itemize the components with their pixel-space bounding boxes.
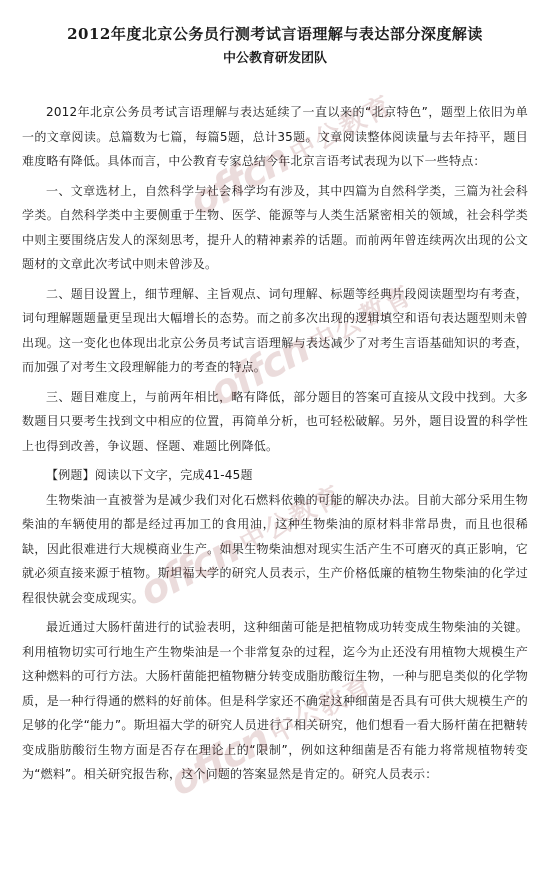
watermark-text: 中公教育 bbox=[264, 669, 378, 749]
point-three-paragraph: 三、题目难度上，与前两年相比，略有降低，部分题目的答案可直接从文段中找到。大多数题目只要考生找到文中相应的位置，再简单分析，也可轻松破解。另外，题目设置的科学性上也得到改善，争议题、怪题、难题比例降低。 bbox=[22, 389, 528, 453]
offcn-logo-icon: offcn bbox=[182, 135, 297, 226]
example-passage-paragraph: 最近通过大肠杆菌进行的试验表明，这种细菌可能是把植物成功转变成生物柴油的关键。利用植物切实可行地生产生物柴油是一个非常复杂的过程，迄今为止还没有用植物大规模生产这种燃料的可行方法。大肠杆菌能把植物糖分转变成脂肪酸衍生物，一种与肥皂类似的化学物质，是一种行得通的燃料的好前体。但是科学家还不确定这种细菌是否具有可供大规模生产的足够的化学“能力”。斯坦福大学的研究人员进行了相关研究，他们想看一看大肠杆菌在把糖转变成脂肪酸衍生物方面是否存在理论上的“限制”，例如这种细菌是否有能力将常规植物转变为“燃料”。相关研究报告称，这个问题的答案显然是肯定的。研究人员表示： bbox=[22, 620, 528, 781]
point-one-paragraph: 一、文章选材上，自然科学与社会科学均有涉及，其中四篇为自然科学类，三篇为社会科学类。自然科学类中主要侧重于生物、医学、能源等与人类生活紧密相关的领域，社会科学类中则主要围绕店发人的深刻思考，提升人的精神素养的话题。而前两年曾连续两次出现的公文题材的文章此次考试中则未曾涉及。 bbox=[22, 183, 528, 271]
document-title: 2012年度北京公务员行测考试言语理解与表达部分深度解读 bbox=[67, 25, 483, 43]
offcn-logo-icon: offcn bbox=[202, 325, 317, 416]
watermark-text: 中公教育 bbox=[234, 479, 348, 559]
example-label: 【例题】阅读以下文字，完成41-45题 bbox=[46, 468, 253, 482]
offcn-logo-icon: offcn bbox=[132, 525, 247, 616]
watermark-text: 中公教育 bbox=[284, 89, 398, 169]
watermark-text: 中公教育 bbox=[304, 279, 418, 359]
example-passage-paragraph: 生物柴油一直被誉为是减少我们对化石燃料依赖的可能的解决办法。目前大部分采用生物柴油的车辆使用的都是经过再加工的食用油，这种生物柴油的原材料非常昂贵，而且也很稀缺，因此很难进行大规模商业生产。如果生物柴油想对现实生活产生不可磨灭的真正影响，它就必须直接来源于植物。斯坦福大学的研究人员表示，生产价格低廉的植物生物柴油的化学过程很快就会变成现实。 bbox=[22, 492, 528, 605]
offcn-logo-icon: offcn bbox=[162, 715, 277, 806]
point-two-paragraph: 二、题目设置上，细节理解、主旨观点、词句理解、标题等经典片段阅读题型均有考查，词句理解题题量更呈现出大幅增长的态势。而之前多次出现的逻辑填空和语句表达题型则未曾出现。这一变化也体现出北京公务员考试言语理解与表达减少了对考生言语基础知识的考查，而加强了对考生文段理解能力的考查的特点。 bbox=[22, 286, 528, 374]
intro-paragraph: 2012年北京公务员考试言语理解与表达延续了一直以来的“北京特色”，题型上依旧为单一的文章阅读。总篇数为七篇，每篇5题，总计35题。文章阅读整体阅读量与去年持平，题目难度略有降低。具体而言，中公教育专家总结今年北京言语考试表现为以下一些特点： bbox=[22, 105, 528, 168]
document-body bbox=[22, 100, 528, 787]
document-author: 中公教育研发团队 bbox=[222, 51, 327, 66]
